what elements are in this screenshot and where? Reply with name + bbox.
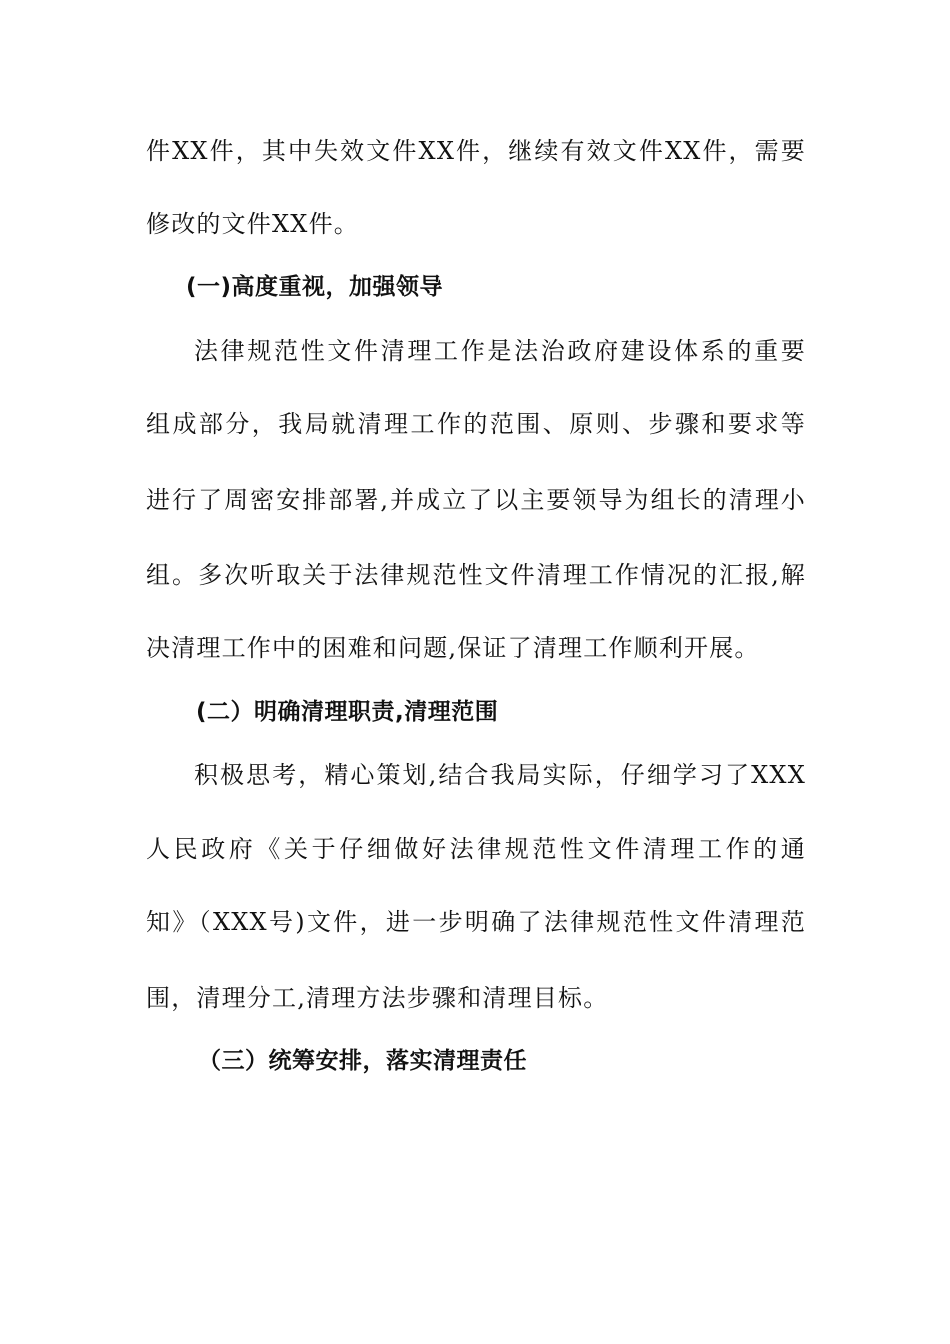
body-text-line: 围，清理分工,清理方法步骤和清理目标。 (146, 984, 609, 1012)
body-text-line: 积极思考，精心策划,结合我局实际，仔细学习了XXX (194, 761, 806, 789)
section-heading-2: (二）明确清理职责,清理范围 (196, 699, 499, 725)
body-text-line: 决清理工作中的困难和问题,保证了清理工作顺利开展。 (146, 634, 760, 662)
body-text-line: 件XX件，其中失效文件XX件，继续有效文件XX件，需要 (146, 137, 806, 165)
section-heading-3: （三）统筹安排，落实清理责任 (198, 1048, 527, 1074)
body-text-line: 组成部分，我局就清理工作的范围、原则、步骤和要求等 (146, 410, 806, 438)
section-heading-1: (一)高度重视，加强领导 (186, 274, 444, 300)
body-text-line: 组。多次听取关于法律规范性文件清理工作情况的汇报,解 (146, 561, 806, 589)
body-text-line: 知》（XXX号)文件，进一步明确了法律规范性文件清理范 (146, 908, 806, 936)
body-text-line: 修改的文件XX件。 (146, 210, 359, 238)
body-text-line: 法律规范性文件清理工作是法治政府建设体系的重要 (194, 337, 806, 365)
body-text-line: 进行了周密安排部署,并成立了以主要领导为组长的清理小 (146, 486, 806, 514)
body-text-line: 人民政府《关于仔细做好法律规范性文件清理工作的通 (146, 835, 806, 863)
